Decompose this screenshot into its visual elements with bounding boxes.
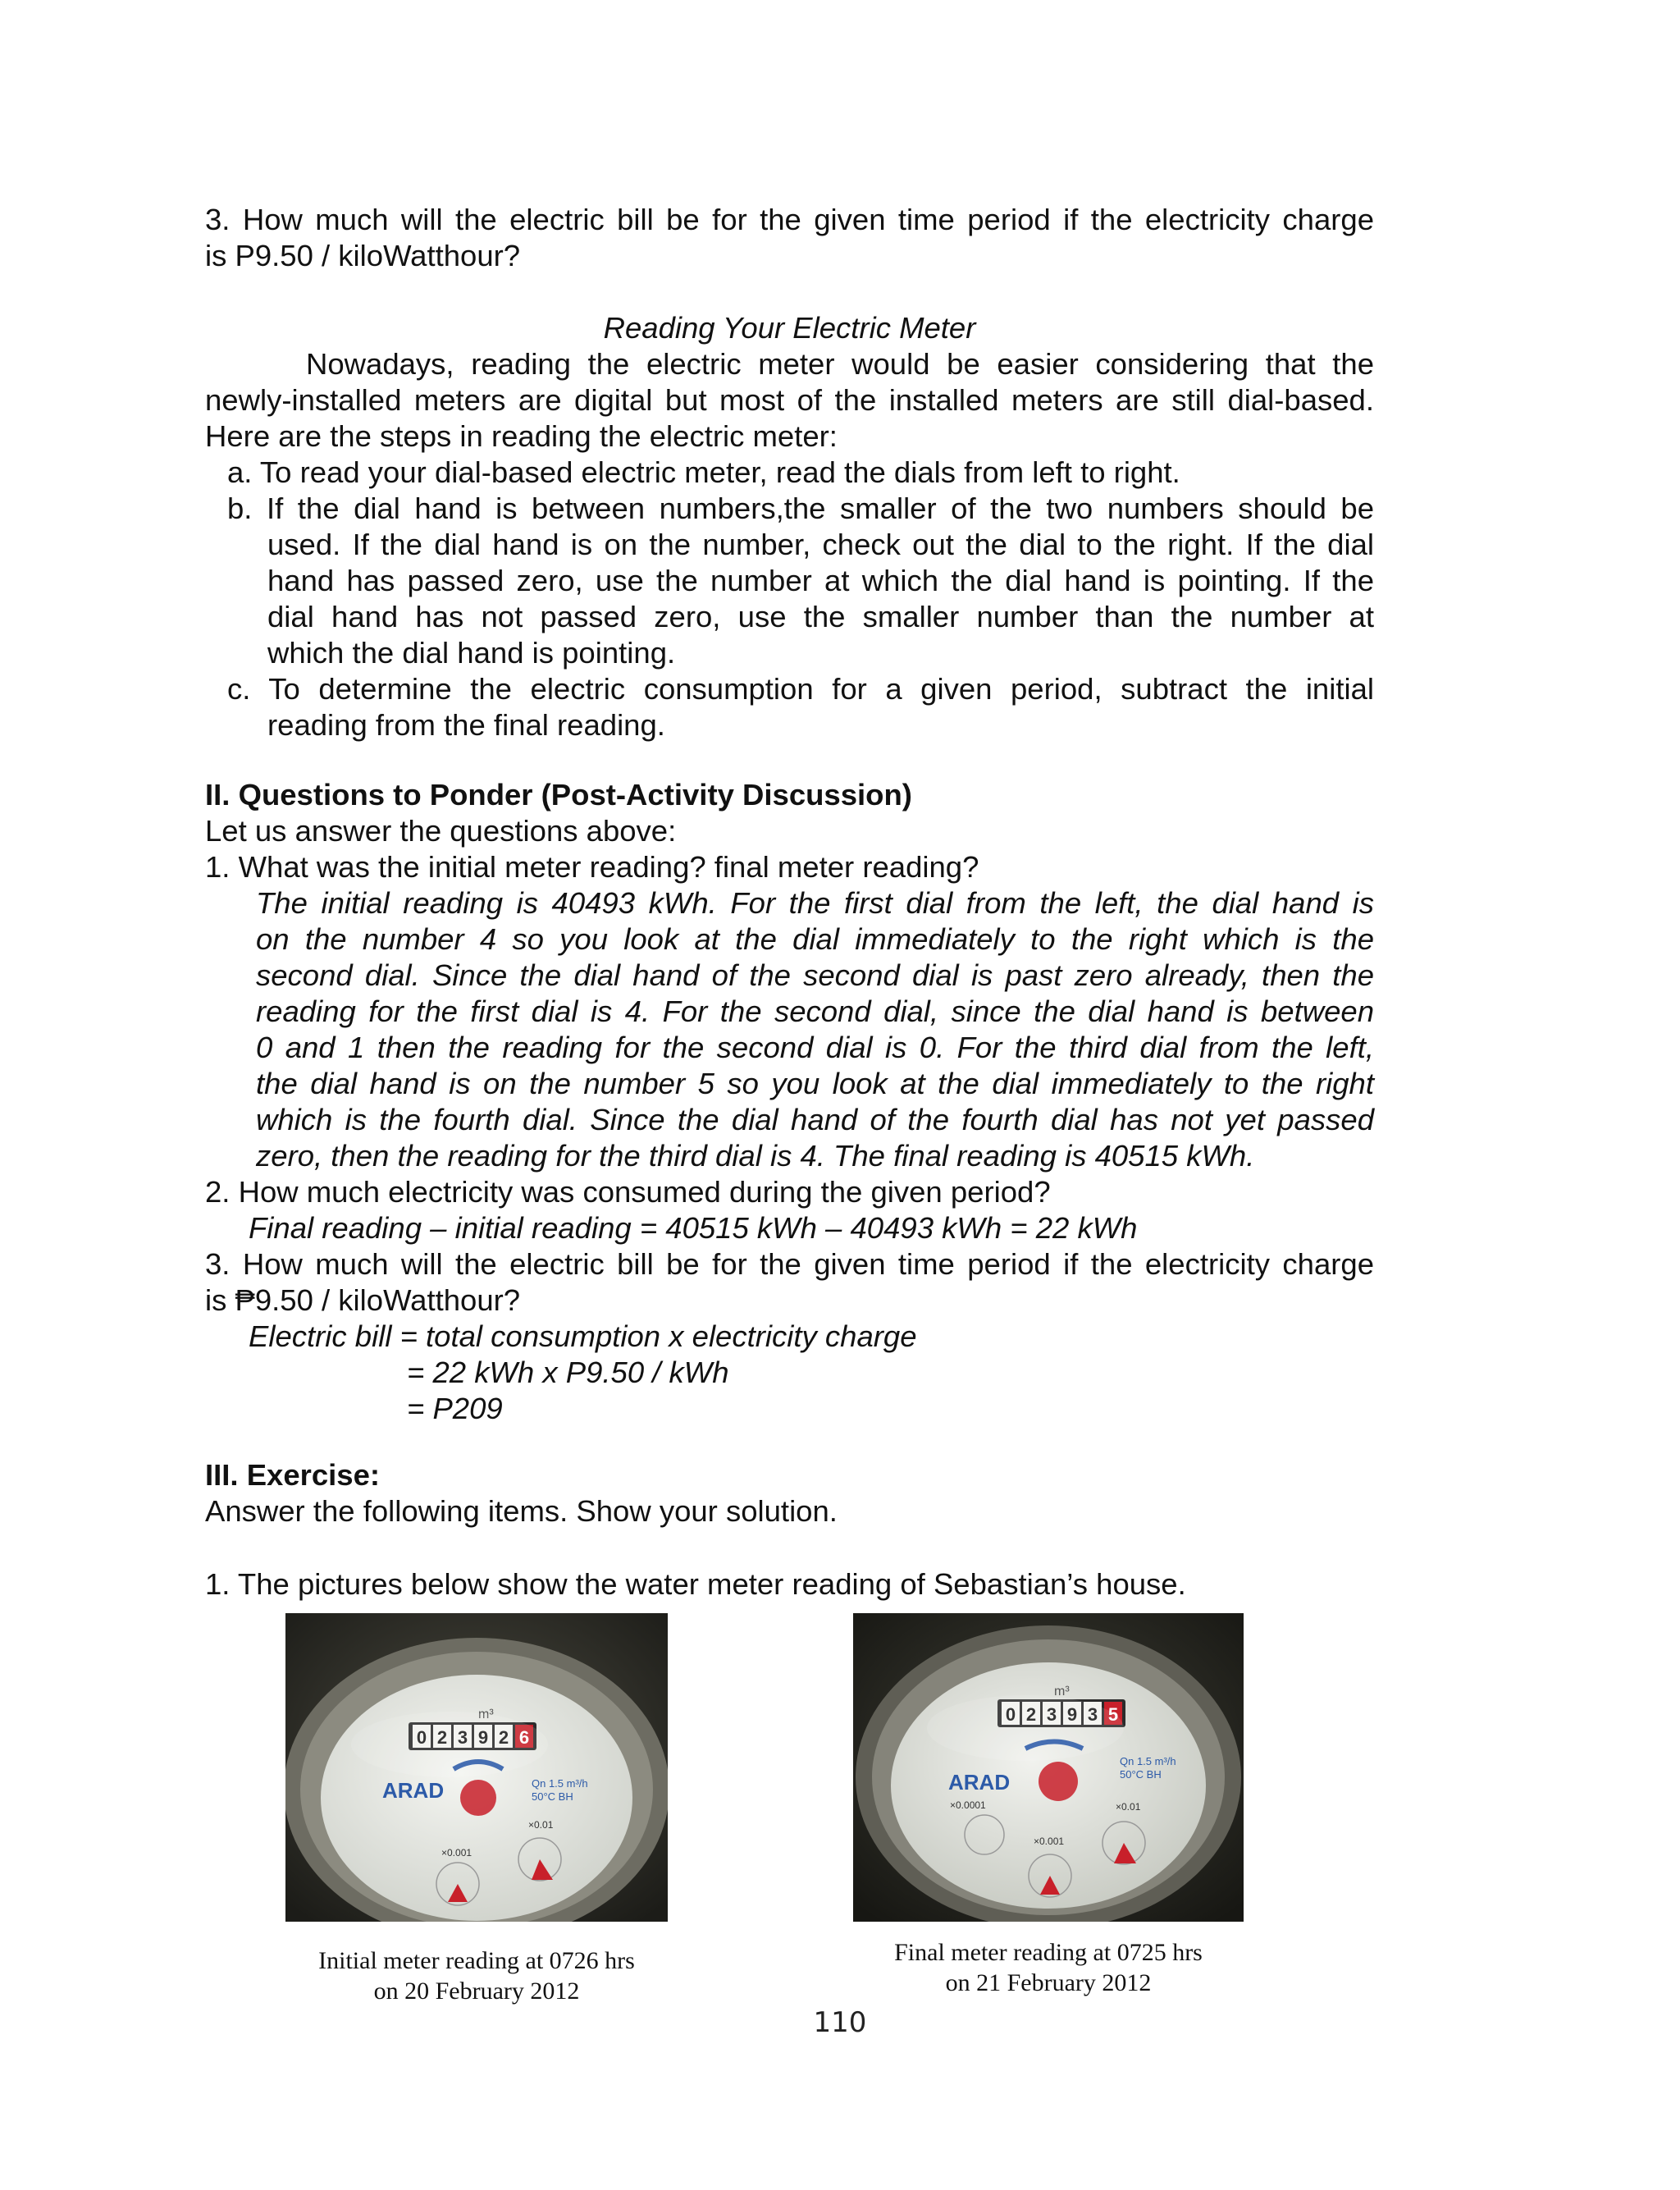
question-3-line-2: is ₱9.50 / kiloWatthour?	[205, 1283, 521, 1317]
water-meter-illustration	[285, 1613, 668, 1922]
intro-line-3: Here are the steps in reading the electric meter:	[205, 419, 838, 453]
odometer-digit: 9	[477, 1727, 489, 1748]
caption-line-1: Final meter reading at 0725 hrs	[894, 1939, 1203, 1966]
answer-1-line-8: zero, then the reading for the third dial is 4. The final reading is 40515 kWh.	[256, 1139, 1255, 1173]
section-title-reading-meter: Reading Your Electric Meter	[603, 311, 976, 345]
section-2-heading: II. Questions to Ponder (Post-Activity Discussion)	[205, 778, 912, 812]
dial-label: ×0.001	[1034, 1836, 1065, 1847]
step-b-line-5: which the dial hand is pointing.	[267, 636, 676, 670]
intro-line-1: Nowadays, reading the electric meter would be easier considering that the	[306, 347, 1374, 381]
section-3-heading: III. Exercise:	[205, 1458, 381, 1492]
step-c-line-1: c. To determine the electric consumption for a given period, subtract the initial	[227, 672, 1374, 706]
spec-line-1: Qn 1.5 m³/h	[1120, 1755, 1176, 1767]
odometer-digit: 0	[1005, 1704, 1016, 1725]
unit-label: m³	[478, 1708, 494, 1721]
answer-1-line-3: second dial. Since the dial hand of the second dial is past zero already, then the	[256, 958, 1374, 992]
odometer-digit: 9	[1066, 1704, 1078, 1725]
dial-label: ×0.0001	[950, 1799, 986, 1811]
step-b-line-2: used. If the dial hand is on the number, check out the dial to the right. If the dial	[267, 528, 1374, 561]
step-a: a. To read your dial-based electric meter, read the dials from left to right.	[227, 455, 1180, 489]
step-b-line-1: b. If the dial hand is between numbers,the smaller of the two numbers should be	[227, 491, 1374, 525]
odometer-digit: 3	[1087, 1704, 1098, 1725]
odometer-digit: 2	[1025, 1704, 1037, 1725]
question-2: 2. How much electricity was consumed during the given period?	[205, 1175, 1051, 1209]
answer-1-line-5: 0 and 1 then the reading for the second dial is 0. For the third dial from the left,	[256, 1031, 1374, 1064]
answer-1-line-7: which is the fourth dial. Since the dial hand of the fourth dial has not yet passed	[256, 1103, 1374, 1136]
initial-meter-photo	[285, 1613, 668, 1922]
spec-line-2: 50°C BH	[1120, 1768, 1162, 1781]
intro-line-2: newly-installed meters are digital but most of the installed meters are still dial-based.	[205, 383, 1374, 417]
water-meter-illustration	[853, 1613, 1244, 1922]
odometer-digit: 2	[498, 1727, 509, 1748]
question-3-line-1: 3. How much will the electric bill be for the given time period if the electricity charge	[205, 1247, 1374, 1281]
section-2-intro: Let us answer the questions above:	[205, 814, 677, 848]
answer-3-line-1: Electric bill = total consumption x electricity charge	[249, 1319, 917, 1353]
answer-1-line-4: reading for the first dial is 4. For the second dial, since the dial hand is between	[256, 994, 1374, 1028]
odometer-digit: 6	[518, 1727, 530, 1748]
answer-1-line-6: the dial hand is on the number 5 so you look at the dial immediately to the right	[256, 1067, 1374, 1100]
spec-line-1: Qn 1.5 m³/h	[532, 1777, 588, 1790]
red-star-wheel-icon	[1039, 1762, 1078, 1801]
caption-line-2: on 21 February 2012	[945, 1969, 1152, 1996]
red-star-wheel-icon	[460, 1780, 496, 1816]
page-number: 110	[813, 2006, 867, 2039]
answer-3-line-2: = 22 kWh x P9.50 / kWh	[407, 1356, 729, 1389]
spec-line-2: 50°C BH	[532, 1790, 573, 1803]
question-1: 1. What was the initial meter reading? final meter reading?	[205, 850, 979, 884]
dial-label: ×0.01	[528, 1819, 554, 1831]
answer-2: Final reading – initial reading = 40515 kWh – 40493 kWh = 22 kWh	[249, 1211, 1138, 1245]
question-3-top-line-2: is P9.50 / kiloWatthour?	[205, 239, 521, 272]
caption-line-1: Initial meter reading at 0726 hrs	[318, 1947, 635, 1974]
step-c-line-2: reading from the final reading.	[267, 708, 665, 742]
caption-line-2: on 20 February 2012	[373, 1977, 580, 2005]
unit-label: m³	[1054, 1685, 1070, 1699]
step-b-line-3: hand has passed zero, use the number at which the dial hand is pointing. If the	[267, 564, 1374, 597]
odometer-digit: 3	[1046, 1704, 1057, 1725]
exercise-1: 1. The pictures below show the water meter reading of Sebastian’s house.	[205, 1567, 1186, 1601]
odometer-digit: 0	[416, 1727, 427, 1748]
odometer-digit: 3	[457, 1727, 468, 1748]
odometer-digit: 2	[436, 1727, 448, 1748]
brand-logo: ARAD	[382, 1778, 445, 1803]
brand-logo: ARAD	[948, 1770, 1011, 1795]
answer-1-line-1: The initial reading is 40493 kWh. For the first dial from the left, the dial hand is	[256, 886, 1374, 920]
final-photo-caption	[853, 1937, 1244, 1998]
answer-1-line-2: on the number 4 so you look at the dial immediately to the right which is the	[256, 922, 1374, 956]
answer-3-line-3: = P209	[407, 1392, 503, 1425]
initial-photo-caption	[285, 1945, 668, 2006]
dial-label: ×0.01	[1116, 1801, 1141, 1813]
dial-label: ×0.001	[441, 1847, 472, 1859]
section-3-intro: Answer the following items. Show your solution.	[205, 1494, 838, 1528]
question-3-top-line-1: 3. How much will the electric bill be for the given time period if the electricity charge	[205, 203, 1374, 236]
final-meter-photo	[853, 1613, 1244, 1922]
step-b-line-4: dial hand has not passed zero, use the smaller number than the number at	[267, 600, 1374, 633]
odometer-digit: 5	[1107, 1704, 1119, 1725]
